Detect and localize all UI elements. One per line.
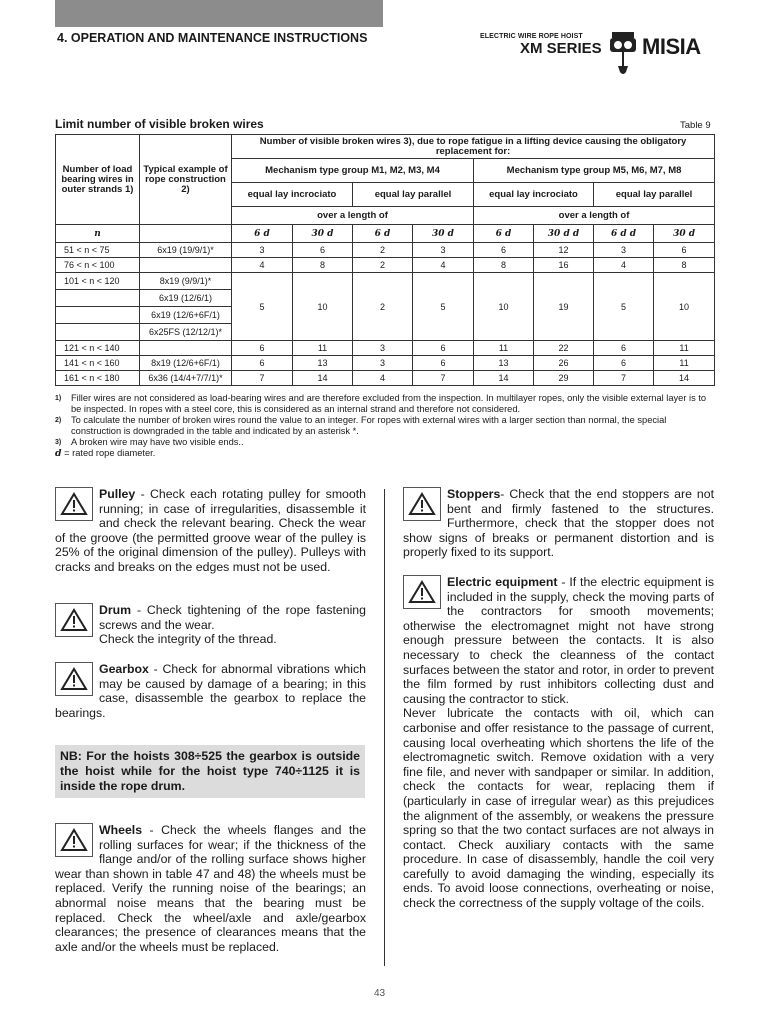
- range-cell: [56, 290, 140, 307]
- wheels-text: - Check the wheels flanges and the rolling surfaces for wear; if the thickness of the flange and/or of the rolling surface shows higher wear than shown in table 47 and 48) the wheels must be replaced. Verify the running noise of the bearings; an abnormal noise means that the bearing must be replaced. Check the wheel/axle and axle/gearbox clearances; the presence of clearances means that the axle and/or the wheels must be replaced.: [55, 823, 366, 954]
- value-cell: 11: [474, 341, 534, 356]
- page-number: 43: [374, 988, 386, 999]
- header-lay-parallel-a: equal lay parallel: [353, 183, 474, 207]
- range-cell: 76 < n < 100: [56, 258, 140, 273]
- warning-icon: [403, 575, 441, 609]
- range-cell: [56, 324, 140, 341]
- value-cell: 6: [232, 356, 293, 371]
- range-cell: 141 < n < 160: [56, 356, 140, 371]
- footnote-text: = rated rope diameter.: [64, 448, 156, 458]
- value-cell: 4: [232, 258, 293, 273]
- table-row: [56, 341, 715, 356]
- value-cell: 14: [293, 371, 353, 386]
- value-cell: 19: [534, 273, 594, 341]
- electric-text: - If the electric equipment is included in the supply, check the moving parts of the contractors for smooth movements; otherwise the electromagnet might not have strong enough pressure between the contacts. It is also necessary to check the cleanness of the contact surfaces between the stator and rotor, in order to prevent the film formed by rust inhibitors collecting dust and causing the contractor to stick.: [403, 575, 714, 706]
- warning-icon: [55, 603, 93, 637]
- drum-text: - Check tightening of the rope fastening screws and the wear.: [99, 603, 366, 632]
- footnote: [55, 415, 715, 437]
- range-cell: 101 < n < 120: [56, 273, 140, 290]
- construction-cell: 6x19 (12/6/1): [140, 290, 232, 307]
- value-cell: 6: [293, 243, 353, 258]
- header-lay-parallel-b: equal lay parallel: [594, 183, 715, 207]
- table-row: [56, 371, 715, 386]
- product-name: XM SERIES: [520, 40, 602, 57]
- construction-cell: 6x19 (19/9/1)*: [140, 243, 232, 258]
- stoppers-title: Stoppers: [447, 487, 501, 501]
- electric-title: Electric equipment: [447, 575, 558, 589]
- construction-cell: [140, 341, 232, 356]
- column-divider: [384, 489, 385, 966]
- value-cell: 12: [534, 243, 594, 258]
- footnote-text: A broken wire may have two visible ends..: [71, 437, 244, 447]
- value-cell: 16: [534, 258, 594, 273]
- construction-cell: [140, 258, 232, 273]
- header-bar: [55, 0, 383, 27]
- electric-text-2: Never lubricate the contacts with oil, which can carbonise and offer resistance to the passage of current, causing local overheating which shortens the life of the electromagnetic switch. Remove oxidation with a very fine file, and never with sandpaper or similar. In addition, check the contacts for wear, replacing them if (particularly in case of irregular wear) as this prejudices the alignment of the assembly, or weakens the pressure spring so that the two contact surfaces are not always in contact. Check auxiliary contacts with the same procedure. In case of disassembly, handle the coil very carefully to avoid damaging the winding, especially its ends. To avoid loose connections, overheating or noise, check the correctness of the supply voltage of the coils.: [403, 706, 714, 911]
- footnote-mark: d: [55, 448, 62, 459]
- table-footnotes: [55, 393, 715, 459]
- footnote: [55, 393, 715, 415]
- value-cell: 6: [654, 243, 715, 258]
- len-header: 30 d: [654, 225, 715, 243]
- construction-cell: 8x19 (12/6+6F/1): [140, 356, 232, 371]
- value-cell: 5: [232, 273, 293, 341]
- value-cell: 14: [654, 371, 715, 386]
- construction-cell: 6x36 (14/4+7/7/1)*: [140, 371, 232, 386]
- pulley-text: - Check each rotating pulley for smooth running; in case of irregularities, disassemble it and check the relevant bearing. Check the wear of the groove (the permitted groove wear of the pulley is 25% of the original dimension of the pulley). Pulleys with cracks and breaks on the edges must not be used.: [55, 487, 366, 574]
- value-cell: 5: [594, 273, 654, 341]
- value-cell: 6: [232, 341, 293, 356]
- value-cell: 8: [474, 258, 534, 273]
- pulley-section: [55, 487, 366, 575]
- value-cell: 3: [353, 356, 413, 371]
- footnote-text: Filler wires are not considered as load-bearing wires and are therefore excluded from the inspection. In multilayer ropes, only the visible external layer is to be inspected. In ropes with a steel core, this is considered as an internal strand and therefore not considered.: [71, 393, 707, 414]
- table-reference: Table 9: [680, 120, 711, 131]
- broken-wires-table: [55, 134, 715, 386]
- table-title: Limit number of visible broken wires: [55, 117, 264, 131]
- table-row: [56, 258, 715, 273]
- value-cell: 8: [654, 258, 715, 273]
- len-header: 6 d: [232, 225, 293, 243]
- value-cell: 3: [232, 243, 293, 258]
- value-cell: 4: [353, 371, 413, 386]
- header-rope-construction: Typical example of rope construction 2): [140, 135, 232, 225]
- table-row: [56, 273, 715, 290]
- value-cell: 2: [353, 273, 413, 341]
- range-cell: [56, 307, 140, 324]
- header-load-wires: Number of load bearing wires in outer strands 1): [56, 135, 140, 225]
- value-cell: 7: [232, 371, 293, 386]
- gearbox-title: Gearbox: [99, 662, 149, 676]
- empty-cell: [140, 225, 232, 243]
- product-subtitle: ELECTRIC WIRE ROPE HOIST: [480, 33, 583, 40]
- value-cell: 13: [474, 356, 534, 371]
- gearbox-section: [55, 662, 366, 720]
- footnote: [55, 448, 715, 459]
- value-cell: 3: [594, 243, 654, 258]
- pulley-title: Pulley: [99, 487, 136, 501]
- warning-icon: [55, 823, 93, 857]
- value-cell: 6: [413, 356, 474, 371]
- value-cell: 2: [353, 258, 413, 273]
- value-cell: 11: [654, 341, 715, 356]
- table-row: [56, 243, 715, 258]
- electric-section: [403, 575, 714, 911]
- value-cell: 6: [474, 243, 534, 258]
- gearbox-text: - Check for abnormal vibrations which may be caused by damage of a bearing; in this case, disassemble the gearbox to replace the bearings.: [55, 662, 366, 720]
- value-cell: 14: [474, 371, 534, 386]
- nb-note: NB: For the hoists 308÷525 the gearbox is outside the hoist while for the hoist type 740÷1125 it is inside the rope drum.: [55, 745, 365, 798]
- wheels-title: Wheels: [99, 823, 143, 837]
- range-cell: 121 < n < 140: [56, 341, 140, 356]
- drum-text-2: Check the integrity of the thread.: [99, 632, 277, 647]
- value-cell: 10: [293, 273, 353, 341]
- header-lay-cross-b: equal lay incrociato: [474, 183, 594, 207]
- len-header: 30 d d: [534, 225, 594, 243]
- len-header: 30 d: [293, 225, 353, 243]
- value-cell: 29: [534, 371, 594, 386]
- range-cell: 51 < n < 75: [56, 243, 140, 258]
- warning-icon: [403, 487, 441, 521]
- value-cell: 5: [413, 273, 474, 341]
- value-cell: 3: [353, 341, 413, 356]
- value-cell: 6: [413, 341, 474, 356]
- value-cell: 6: [594, 341, 654, 356]
- construction-cell: 8x19 (9/9/1)*: [140, 273, 232, 290]
- len-header: 30 d: [413, 225, 474, 243]
- construction-cell: 6x19 (12/6+6F/1): [140, 307, 232, 324]
- value-cell: 7: [413, 371, 474, 386]
- value-cell: 10: [474, 273, 534, 341]
- value-cell: 2: [353, 243, 413, 258]
- n-symbol: n: [56, 225, 140, 243]
- footnote-text: To calculate the number of broken wires round the value to an integer. For ropes with external wires with a larger section than normal, the special construction is downgraded in the table and indicated by an asterisk *.: [71, 415, 667, 436]
- section-title: 4. OPERATION AND MAINTENANCE INSTRUCTIONS: [57, 31, 368, 45]
- value-cell: 10: [654, 273, 715, 341]
- hoist-logo-icon: [606, 30, 640, 78]
- brand-logo: [606, 30, 716, 80]
- brand-name: MISIA: [642, 34, 701, 59]
- value-cell: 22: [534, 341, 594, 356]
- len-header: 6 d: [474, 225, 534, 243]
- header-length-a: over a length of: [232, 207, 474, 225]
- stoppers-section: [403, 487, 714, 560]
- range-cell: 161 < n < 180: [56, 371, 140, 386]
- header-group-b: Mechanism type group M5, M6, M7, M8: [474, 159, 715, 183]
- value-cell: 7: [594, 371, 654, 386]
- drum-title: Drum: [99, 603, 132, 617]
- value-cell: 4: [594, 258, 654, 273]
- stoppers-text: - Check that the end stoppers are not bent and firmly fastened to the structures. Furthermore, check that the stopper does not show signs of breaks or permanent distortion and is properly fixed to its support.: [403, 487, 714, 560]
- header-length-b: over a length of: [474, 207, 715, 225]
- header-main: Number of visible broken wires 3), due to rope fatigue in a lifting device causing the obligatory replacement for:: [232, 135, 715, 159]
- value-cell: 4: [413, 258, 474, 273]
- value-cell: 11: [293, 341, 353, 356]
- header-group-a: Mechanism type group M1, M2, M3, M4: [232, 159, 474, 183]
- value-cell: 26: [534, 356, 594, 371]
- warning-icon: [55, 487, 93, 521]
- table-row: [56, 356, 715, 371]
- value-cell: 11: [654, 356, 715, 371]
- footnote-mark: 3): [55, 439, 62, 446]
- wheels-section: [55, 823, 366, 954]
- footnote-mark: 2): [55, 417, 62, 424]
- len-header: 6 d: [353, 225, 413, 243]
- value-cell: 8: [293, 258, 353, 273]
- warning-icon: [55, 662, 93, 696]
- construction-cell: 6x25FS (12/12/1)*: [140, 324, 232, 341]
- drum-section: [55, 603, 366, 647]
- value-cell: 6: [594, 356, 654, 371]
- value-cell: 3: [413, 243, 474, 258]
- len-header: 6 d d: [594, 225, 654, 243]
- footnote-mark: 1): [55, 395, 62, 402]
- footnote: [55, 437, 715, 448]
- header-lay-cross-a: equal lay incrociato: [232, 183, 353, 207]
- value-cell: 13: [293, 356, 353, 371]
